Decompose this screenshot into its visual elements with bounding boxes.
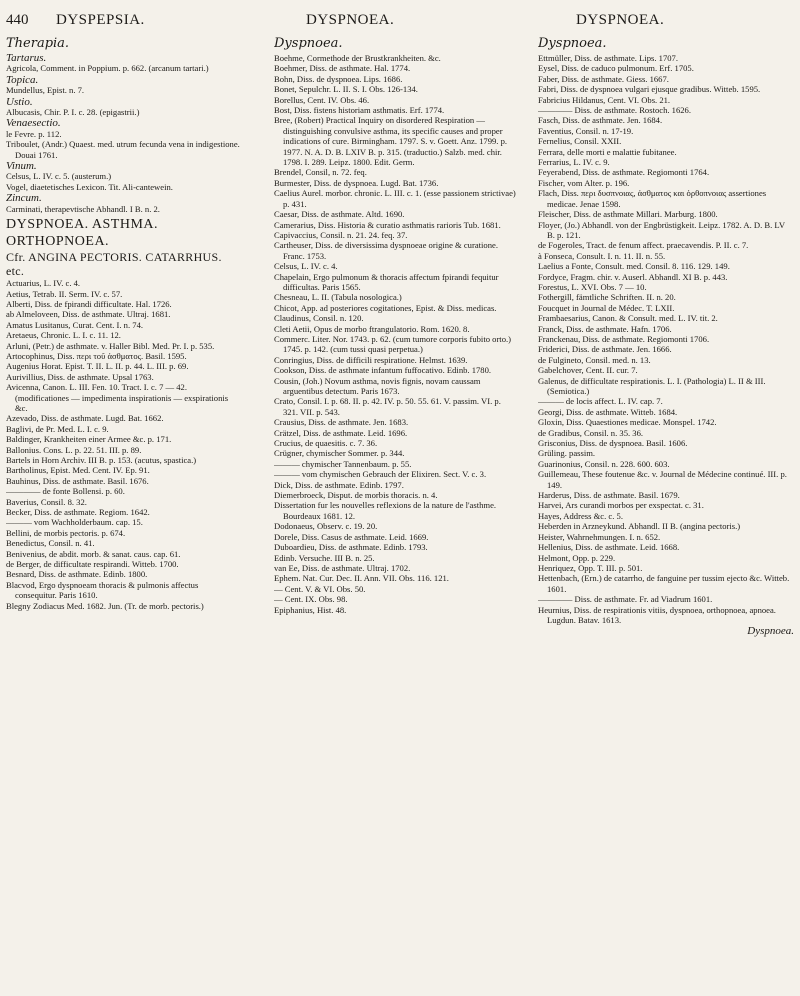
bibliography-entry: Floyer, (Jo.) Abhandl. von der Engbrüstigkeit. Leipz. 1782. A. D. B. LV B. p. 121. [538, 219, 785, 240]
bibliography-entry: Crätzel, Diss. de asthmate. Leid. 1696. [274, 427, 408, 438]
bibliography-entry: Hellenius, Diss. de asthmate. Leid. 1668. [538, 542, 680, 553]
bibliography-entry: ———— de fonte Bollensi. p. 60. [6, 486, 125, 497]
bibliography-entry: Franck, Diss. de asthmate. Hafn. 1706. [538, 323, 672, 334]
bibliography-entry: de Fogeroles, Tract. de fenum affect. praecavendis. P. II. c. 7. [538, 240, 749, 251]
bibliography-entry: de Fulgineto, Consil. med. n. 13. [538, 354, 651, 365]
bibliography-entry: Grisconius, Diss. de dyspnoea. Basil. 1606. [538, 438, 688, 449]
running-head-left: DYSPEPSIA. [56, 12, 145, 28]
bibliography-entry: Commerc. Liter. Nor. 1743. p. 62. (cum tumore corporis fubito orto.) 1745. p. 142. (cum tussi quasi perpetua.) [274, 333, 511, 355]
bibliography-entry: ——— vom Wachholderbaum. cap. 15. [6, 517, 143, 528]
section-heading: Zincum. [6, 192, 42, 205]
bibliography-entry: Azevado, Diss. de asthmate. Lugd. Bat. 1662. [6, 413, 164, 424]
bibliography-entry: Conringius, Diss. de difficili respiratione. Helmst. 1639. [274, 354, 468, 365]
bibliography-entry: Eysel, Diss. de caduco pulmonum. Erf. 1705. [538, 63, 694, 74]
column-1 [6, 36, 242, 992]
bibliography-entry: Dorele, Diss. Casus de asthmate. Leid. 1669. [274, 531, 429, 542]
bibliography-entry: Chicot, App. ad posteriores cogitationes, Epist. & Diss. medicas. [274, 302, 497, 313]
bibliography-entry: Baldinger, Krankheiten einer Armee &c. p. 171. [6, 434, 172, 445]
bibliography-entry: Bonet, Sepulchr. L. II. S. I. Obs. 126-134. [274, 84, 418, 95]
bibliography-entry: Epiphanius, Hist. 48. [274, 604, 347, 615]
bibliography-entry: Bost, Diss. fistens historiam asthmatis. Erf. 1774. [274, 105, 445, 116]
bibliography-entry: Actuarius, L. IV. c. 4. [6, 278, 81, 289]
bibliography-entry: Georgi, Diss. de asthmate. Witteb. 1684. [538, 406, 678, 417]
bibliography-entry: Borellus, Cent. IV. Obs. 46. [274, 94, 370, 105]
bibliography-entry: Aretaeus, Chronic. L. I. c. 11. 12. [6, 330, 121, 341]
section-heading: Topica. [6, 73, 39, 86]
bibliography-entry: Cleti Aetii, Opus de morbo ftrangulatorio. Rom. 1620. 8. [274, 323, 470, 334]
bibliography-entry: Baverius, Consil. 8. 32. [6, 496, 87, 507]
bibliography-entry: Celsus, L. IV. c. 5. (austerum.) [6, 171, 112, 182]
bibliography-entry: Crausius, Diss. de asthmate. Jen. 1683. [274, 417, 409, 428]
bibliography-entry: Bree, (Robert) Practical Inquiry on disordered Respiration — distinguishing convulsive asthma, its specific causes and proper indications of cure. Birmingham. 1797. S. v. Goett. Anz. 1799. p. 1977. N. A. D. B. LXIV B. p. 315. (traductio.) Salzb. med. chir. 1798. I. 289. Leipz. 1800. Edit. Germ. [274, 115, 508, 168]
bibliography-entry: Frambaesarius, Canon. & Consult. med. L. IV. tit. 2. [538, 313, 718, 324]
bibliography-entry: de Gradibus, Consil. n. 35. 36. [538, 427, 644, 438]
bibliography-entry: Dissertation fur les nouvelles reflexions de la nature de l'asthme. Bourdeaux 1681. 12. [274, 500, 497, 521]
bibliography-entry: Triboulet, (Andr.) Quaest. med. utrum fecunda vena in indigestione. Douai 1761. [6, 139, 240, 160]
bibliography-entry: à Fonseca, Consult. I. n. 11. II. n. 55. [538, 250, 666, 261]
bibliography-entry: Alberti, Diss. de fpirandi difficultate. Hal. 1726. [6, 298, 172, 309]
bibliography-entry: Camerarius, Diss. Historia & curatio asthmatis rarioris Tub. 1681. [274, 219, 501, 230]
bibliography-entry: Boehme, Cormethode der Brustkrankheiten. &c. [274, 53, 441, 63]
bibliography-entry: Blacvod, Ergo dyspnoeam thoracis & pulmonis affectus consequitur. Paris 1610. [6, 579, 199, 601]
bibliography-entry: Crato, Consil. I. p. 68. II. p. 42. IV. p. 50. 55. 61. V. passim. VI. p. 321. VII. p. 543. [274, 396, 501, 417]
bibliography-entry: van Ee, Diss. de asthmate. Ultraj. 1702. [274, 562, 411, 573]
bibliography-entry: — Cent. IX. Obs. 98. [274, 594, 348, 605]
section-heading: Ustio. [6, 95, 33, 108]
bibliography-entry: Brendel, Consil, n. 72. feq. [274, 167, 367, 178]
bibliography-entry: Albucasis, Chir. P. I. c. 28. (epigastrii.) [6, 107, 140, 118]
bibliography-entry: Dodonaeus, Observ. c. 19. 20. [274, 521, 378, 532]
bibliography-entry: Duboardieu, Diss. de asthmate. Edinb. 1793. [274, 542, 428, 553]
bibliography-entry: Harderus, Diss. de asthmate. Basil. 1679. [538, 490, 680, 501]
bibliography-entry: Grüling. passim. [538, 448, 596, 459]
bibliography-entry: Ephem. Nat. Cur. Dec. II. Ann. VII. Obs. 116. 121. [274, 573, 449, 584]
bibliography-entry: ———— Diss. de asthmate. Rostoch. 1626. [538, 105, 692, 116]
bibliography-entry: Caelius Aurel. morbor. chronic. L. III. c. 1. (esse passionem strictivae) p. 431. [274, 188, 516, 209]
page-number: 440 [6, 12, 29, 28]
cross-reference-heading: Cfr. ANGINA PECTORIS. CATARRHUS. etc. [6, 250, 222, 279]
bibliography-entry: Cousin, (Joh.) Novum asthma, novis fignis, novam caussam arguentibus detectum. Paris 1673. [274, 375, 481, 396]
column-1-heading: Therapia. [6, 36, 70, 51]
bibliography-entry: Heister, Wahrnehmungen. I. n. 652. [538, 531, 661, 542]
bibliography-entry: Arluni, (Petr.) de asthmate. v. Haller Bibl. Med. Pr. I. p. 535. [6, 340, 215, 351]
bibliography-entry: Burmester, Diss. de dyspnoea. Lugd. Bat. 1736. [274, 177, 439, 188]
bibliography-entry: Blegny Zodiacus Med. 1682. Jun. (Tr. de morb. pectoris.) [6, 600, 204, 611]
bibliography-entry: Cartheuser, Diss. de diversissima dyspnoeae origine & curatione. Franc. 1753. [274, 240, 498, 261]
bibliography-entry: Foucquet in Journal de Médec. T. LXII. [538, 302, 675, 313]
text-columns [6, 36, 794, 992]
section-heading: Vinum. [6, 160, 37, 173]
bibliography-entry: Heurnius, Diss. de respirationis vitiis, dyspnoea, orthopnoea, apnoea. Lugdun. Batav. 1613. [538, 604, 776, 625]
bibliography-entry: Augenius Horat. Epist. T. II. L. II. p. 44. L. III. p. 69. [6, 361, 189, 372]
bibliography-entry: Mundellus, Epist. n. 7. [6, 85, 85, 96]
bibliography-entry: Hayes, Address &c. c. 5. [538, 510, 623, 521]
bibliography-entry: ab Almeloveen, Diss. de asthmate. Ultraj. 1681. [6, 309, 171, 320]
bibliography-entry: Caesar, Diss. de asthmate. Altd. 1690. [274, 209, 405, 220]
bibliography-entry: Guarinonius, Consil. n. 228. 600. 603. [538, 458, 670, 469]
bibliography-entry: Fernelius, Consil. XXII. [538, 136, 622, 147]
bibliography-entry: ——— chymischer Tannenbaum. p. 55. [274, 458, 412, 469]
bibliography-entry: Bartels in Horn Archiv. III B. p. 153. (acutus, spastica.) [6, 455, 197, 465]
bibliography-entry: Besnard, Diss. de asthmate. Edinb. 1800. [6, 569, 148, 580]
bibliography-entry: Claudinus, Consil. n. 120. [274, 313, 364, 324]
bibliography-entry: — Cent. V. & VI. Obs. 50. [274, 583, 366, 594]
bibliography-entry: Artocophinus, Diss. περι τοῦ ἀσθματος. Basil. 1595. [6, 350, 187, 361]
section-heading: Venaesectio. [6, 117, 61, 130]
bibliography-entry: Fothergill, fämtliche Schriften. II. n. 20. [538, 292, 676, 303]
page-header [6, 8, 794, 34]
bibliography-entry: Agricola, Comment. in Poppium. p. 662. (arcanum tartari.) [6, 63, 209, 74]
bibliography-entry: ——— de locis affect. L. IV. cap. 7. [538, 396, 663, 407]
bibliography-entry: Ferrarius, L. IV. c. 9. [538, 157, 610, 168]
bibliography-entry: Bauhinus, Diss. de asthmate. Basil. 1676. [6, 475, 149, 486]
column-1-entries [6, 53, 242, 611]
bibliography-entry: Harvei, Ars curandi morbos per exspectat. c. 31. [538, 500, 704, 511]
bibliography-entry: Vogel, diaetetisches Lexicon. Tit. Ali-cantewein. [6, 181, 173, 192]
bibliography-entry: Gloxin, Diss. Quaestiones medicae. Monspel. 1742. [538, 417, 717, 428]
bibliography-entry: Ettmüller, Diss. de asthmate. Lips. 1707. [538, 53, 679, 63]
bibliography-entry: Ballonius. Cons. L. p. 22. 51. III. p. 89. [6, 444, 142, 455]
bibliography-entry: Ferrara, delle morti e malattie fubitanee. [538, 146, 677, 157]
column-2-entries [274, 53, 518, 615]
bibliography-entry: Becker, Diss. de asthmate. Regiom. 1642. [6, 507, 150, 518]
bibliography-entry: Faber, Diss. de asthmate. Giess. 1667. [538, 73, 669, 84]
bibliography-entry: ——— vom chymischen Gebrauch der Elixiren. Sect. V. c. 3. [274, 469, 487, 480]
bibliography-entry: Benivenius, de abdit. morb. & sanat. caus. cap. 61. [6, 548, 181, 559]
bibliography-entry: Franckenau, Diss. de asthmate. Regiomonti 1706. [538, 333, 710, 344]
bibliography-entry: le Fevre. p. 112. [6, 128, 62, 139]
bibliography-entry: Faventius, Consil. n. 17-19. [538, 125, 634, 136]
running-head-right: DYSPNOEA. [576, 12, 665, 28]
bibliography-entry: Laelius a Fonte, Consult. med. Consil. 8. 116. 129. 149. [538, 261, 730, 272]
column-3 [538, 36, 794, 992]
bibliography-entry: Bohn, Diss. de dyspnoea. Lips. 1686. [274, 73, 403, 84]
bibliography-entry: Bartholinus, Epist. Med. Cent. IV. Ep. 91. [6, 465, 150, 476]
bibliography-entry: Helmont, Opp. p. 229. [538, 552, 616, 563]
bibliography-entry: Celsus, L. IV. c. 4. [274, 261, 338, 272]
column-2 [274, 36, 518, 992]
bibliography-entry: Friderici, Diss. de asthmate. Jen. 1666. [538, 344, 672, 355]
bibliography-entry: Galenus, de difficultate respirationis. L. I. (Pathologia) L. II & III. (Semiotica.) [538, 375, 766, 396]
bibliography-entry: Benedictus, Consil. n. 41. [6, 538, 95, 549]
running-head-center: DYSPNOEA. [306, 12, 395, 28]
bibliography-entry: Bellini, de morbis pectoris. p. 674. [6, 527, 126, 538]
bibliography-entry: Henriquez, Opp. T. III. p. 501. [538, 562, 643, 573]
bibliography-entry: Avicenna, Canon. L. III. Fen. 10. Tract. I. c. 7 — 42. (modificationes — impedimenta inspirationis — exspirationis &c. [6, 382, 229, 413]
bibliography-entry: Hettenbach, (Ern.) de catarrho, de fanguine per tussim ejecto &c. Witteb. 1601. [538, 573, 790, 594]
bibliography-entry: Fordyce, Fragm. chir. v. Auserl. Abhandl. XI B. p. 443. [538, 271, 728, 282]
bibliography-entry: Heberden in Arzneykund. Abhandl. II B. (angina pectoris.) [538, 521, 741, 532]
bibliography-entry: Fabri, Diss. de dyspnoea vulgari ejusque gradibus. Witteb. 1595. [538, 84, 761, 95]
bibliography-entry: Fabricius Hildanus, Cent. VI. Obs. 21. [538, 94, 671, 105]
main-heading: DYSPNOEA. ASTHMA. ORTHOPNOEA. [6, 217, 159, 250]
bibliography-entry: Chesneau, L. II. (Tabula nosologica.) [274, 292, 402, 303]
bibliography-entry: Cookson, Diss. de asthmate infantum fuffocativo. Edinb. 1780. [274, 365, 492, 376]
bibliography-entry: Fasch, Diss. de asthmate. Jen. 1684. [538, 115, 663, 126]
bibliography-entry: Chapelain, Ergo pulmonum & thoracis affectum fpirandi fequitur difficultas. Paris 1565. [274, 271, 499, 292]
bibliography-entry: Aurivillius, Diss. de asthmate. Upsal 1763. [6, 371, 154, 382]
bibliography-entry: Flach, Diss. περι δυσπνοιας, ἀσθματος και ὀρθοπνοιας assertiones medicae. Jenae 1598. [538, 188, 767, 209]
bibliography-entry: Forestus, L. XVI. Obs. 7 — 10. [538, 281, 647, 292]
bibliography-entry: Crucius, de quaesitis. c. 7. 36. [274, 438, 378, 449]
bibliography-entry: Crügner, chymischer Sommer. p. 344. [274, 448, 405, 459]
section-heading: Tartarus. [6, 52, 47, 64]
bibliography-entry: Boehmer, Diss. de asthmate. Hal. 1774. [274, 63, 411, 74]
bibliography-entry: Dick, Diss. de asthmate. Edinb. 1797. [274, 479, 404, 490]
bibliography-entry: Feyerabend, Diss. de asthmate. Regiomonti 1764. [538, 167, 710, 178]
bibliography-entry: Guillemeau, These foutenue &c. v. Journal de Médecine continué. III. p. 149. [538, 469, 787, 490]
catchword: Dyspnoea. [747, 625, 794, 638]
bibliography-entry: Baglivi, de Pr. Med. L. I. c. 9. [6, 423, 109, 434]
bibliography-entry: Aetius, Tetrab. II. Serm. IV. c. 57. [6, 288, 123, 299]
column-2-heading: Dyspnoea. [274, 36, 343, 51]
bibliography-entry: Capivaccius, Consil. n. 21. 24. feq. 37. [274, 229, 408, 240]
column-3-heading: Dyspnoea. [538, 36, 607, 51]
bibliography-entry: Gabelchover, Cent. II. cur. 7. [538, 365, 638, 376]
bibliography-entry: ———— Diss. de asthmate. Fr. ad Viadrum 1601. [538, 594, 713, 605]
bibliography-entry: Fischer, vom Alter. p. 196. [538, 177, 630, 188]
bibliography-entry: de Berger, de difficultate respirandi. Witteb. 1700. [6, 559, 179, 570]
bibliography-entry: Diemerbroeck, Disput. de morbis thoracis. n. 4. [274, 490, 438, 501]
bibliography-entry: Amatus Lusitanus, Curat. Cent. I. n. 74. [6, 319, 144, 330]
bibliography-entry: Fleischer, Diss. de asthmate Millari. Marburg. 1800. [538, 209, 718, 220]
bibliography-entry: Carminati, therapevtische Abhandl. I B. n. 2. [6, 203, 160, 214]
bibliography-entry: Edinb. Versuche. III B. n. 25. [274, 552, 375, 563]
column-3-entries [538, 53, 794, 637]
